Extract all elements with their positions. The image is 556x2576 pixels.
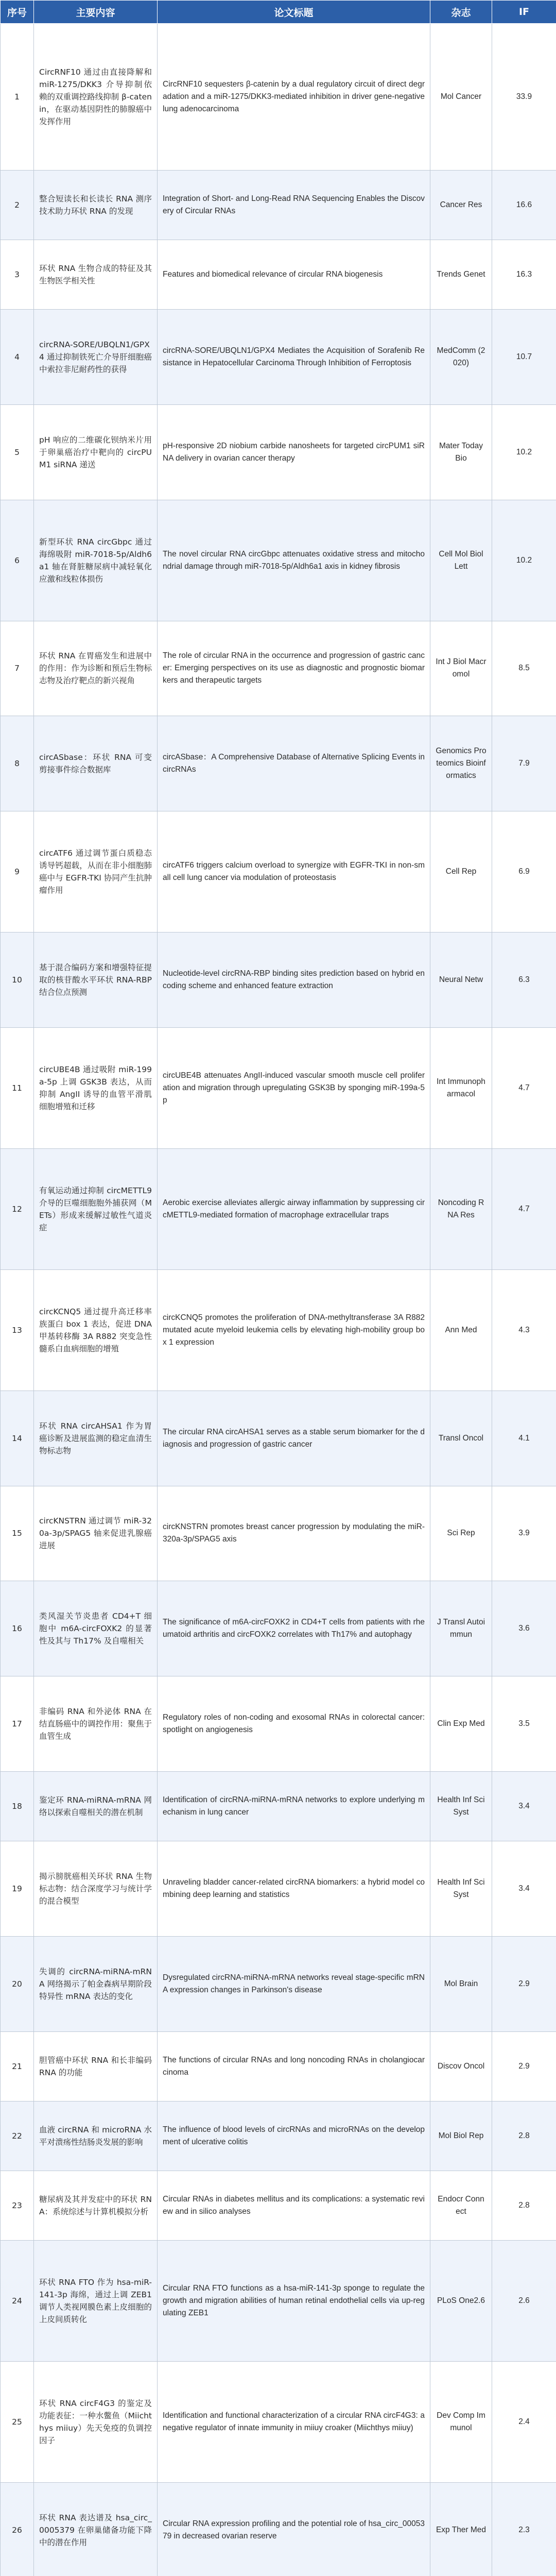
cell-journal: Mol Brain <box>430 1937 492 2032</box>
cell-if: 3.4 <box>492 1772 556 1841</box>
cell-journal: Int J Biol Macromol <box>430 621 492 716</box>
cell-no: 23 <box>1 2171 34 2241</box>
cell-journal: Health Inf Sci Syst <box>430 1841 492 1937</box>
cell-journal: Trends Genet <box>430 240 492 309</box>
cell-main-content: 血液 circRNA 和 microRNA 水平对溃疡性结肠炎发展的影响 <box>34 2102 158 2171</box>
cell-paper-title: circKCNQ5 promotes the proliferation of DNA-methyltransferase 3A R882 mutated acute myeloid leukemia cells by elevating high-mobility group box 1 expression <box>158 1269 430 1391</box>
table-row <box>1 1937 556 2032</box>
cell-paper-title: Circular RNAs in diabetes mellitus and its complications: a systematic review and in silico analyses <box>158 2171 430 2241</box>
table-row <box>1 1581 556 1676</box>
header-if: IF <box>492 1 556 24</box>
cell-no: 1 <box>1 24 34 171</box>
header-journal: 杂志 <box>430 1 492 24</box>
cell-journal: Sci Rep <box>430 1486 492 1581</box>
cell-journal: Cancer Res <box>430 170 492 240</box>
table-row <box>1 24 556 171</box>
table-row <box>1 240 556 309</box>
cell-main-content: 揭示膀胱癌相关环状 RNA 生物标志物：结合深度学习与统计学的混合模型 <box>34 1841 158 1937</box>
cell-paper-title: Circular RNA expression profiling and the potential role of hsa_circ_0005379 in decreased ovarian reserve <box>158 2483 430 2576</box>
table-row <box>1 716 556 811</box>
cell-if: 10.7 <box>492 309 556 404</box>
cell-if: 6.3 <box>492 933 556 1028</box>
cell-paper-title: Identification and functional characterization of a circular RNA circF4G3: a negative regulator of innate immunity in miiuy croaker (Miichthys miiuy) <box>158 2362 430 2483</box>
table-row <box>1 404 556 500</box>
cell-main-content: 失调的 circRNA-miRNA-mRNA 网络揭示了帕金森病早期阶段特异性 mRNA 表达的变化 <box>34 1937 158 2032</box>
cell-no: 15 <box>1 1486 34 1581</box>
table-row <box>1 2483 556 2576</box>
cell-if: 16.3 <box>492 240 556 309</box>
cell-paper-title: The circular RNA circAHSA1 serves as a stable serum biomarker for the diagnosis and progression of gastric cancer <box>158 1391 430 1486</box>
cell-if: 3.4 <box>492 1841 556 1937</box>
table-row <box>1 621 556 716</box>
cell-if: 33.9 <box>492 24 556 171</box>
cell-if: 2.9 <box>492 2032 556 2102</box>
cell-main-content: 类风湿关节炎患者 CD4+T 细胞中 m6A-circFOXK2 的显著性及其与 Th17% 及自噬相关 <box>34 1581 158 1676</box>
cell-no: 10 <box>1 933 34 1028</box>
table-row <box>1 933 556 1028</box>
cell-journal: Mol Cancer <box>430 24 492 171</box>
table-row <box>1 1486 556 1581</box>
cell-main-content: 鉴定环 RNA-miRNA-mRNA 网络以探索自噬相关的潜在机制 <box>34 1772 158 1841</box>
cell-no: 5 <box>1 404 34 500</box>
cell-main-content: 非编码 RNA 和外泌体 RNA 在结直肠癌中的调控作用：聚焦于血管生成 <box>34 1676 158 1772</box>
cell-no: 11 <box>1 1028 34 1149</box>
cell-paper-title: circUBE4B attenuates AngII-induced vascular smooth muscle cell proliferation and migration through upregulating GSK3B by sponging miR-199a-5p <box>158 1028 430 1149</box>
cell-paper-title: Unraveling bladder cancer-related circRNA biomarkers: a hybrid model combining deep learning and statistics <box>158 1841 430 1937</box>
table-row <box>1 1772 556 1841</box>
table-row <box>1 811 556 933</box>
cell-if: 10.2 <box>492 500 556 621</box>
header-paper-title: 论文标题 <box>158 1 430 24</box>
cell-if: 4.7 <box>492 1028 556 1149</box>
cell-no: 8 <box>1 716 34 811</box>
cell-journal: Exp Ther Med <box>430 2483 492 2576</box>
table-row <box>1 2102 556 2171</box>
cell-no: 6 <box>1 500 34 621</box>
cell-no: 24 <box>1 2241 34 2362</box>
cell-paper-title: The influence of blood levels of circRNAs and microRNAs on the development of ulcerative colitis <box>158 2102 430 2171</box>
cell-main-content: circRNA-SORE/UBQLN1/GPX4 通过抑制铁死亡介导肝细胞癌中索拉非尼耐药性的获得 <box>34 309 158 404</box>
cell-paper-title: Features and biomedical relevance of circular RNA biogenesis <box>158 240 430 309</box>
cell-journal: Mol Biol Rep <box>430 2102 492 2171</box>
cell-main-content: 整合短读长和长读长 RNA 测序技术助力环状 RNA 的发现 <box>34 170 158 240</box>
cell-no: 26 <box>1 2483 34 2576</box>
cell-main-content: circASbase：环状 RNA 可变剪接事件综合数据库 <box>34 716 158 811</box>
table-row <box>1 1391 556 1486</box>
cell-journal: Discov Oncol <box>430 2032 492 2102</box>
cell-journal: Ann Med <box>430 1269 492 1391</box>
cell-no: 17 <box>1 1676 34 1772</box>
table-row <box>1 2241 556 2362</box>
cell-if: 4.3 <box>492 1269 556 1391</box>
cell-main-content: 胆管癌中环状 RNA 和长非编码 RNA 的功能 <box>34 2032 158 2102</box>
cell-no: 3 <box>1 240 34 309</box>
table-row <box>1 1676 556 1772</box>
cell-journal: Neural Netw <box>430 933 492 1028</box>
cell-main-content: pH 响应的二维碳化钡纳米片用于卵巢癌治疗中靶向的 circPUM1 siRNA 递送 <box>34 404 158 500</box>
cell-if: 10.2 <box>492 404 556 500</box>
cell-no: 4 <box>1 309 34 404</box>
cell-paper-title: CircRNF10 sequesters β-catenin by a dual regulatory circuit of direct degradation and a miR-1275/DKK3-mediated inhibition in driver gene-negative lung adenocarcinoma <box>158 24 430 171</box>
cell-no: 12 <box>1 1148 34 1269</box>
cell-main-content: 糖尿病及其并发症中的环状 RNA：系统综述与计算机模拟分析 <box>34 2171 158 2241</box>
cell-paper-title: circKNSTRN promotes breast cancer progression by modulating the miR-320a-3p/SPAG5 axis <box>158 1486 430 1581</box>
cell-if: 4.7 <box>492 1148 556 1269</box>
cell-if: 6.9 <box>492 811 556 933</box>
cell-paper-title: circATF6 triggers calcium overload to synergize with EGFR-TKI in non-small cell lung cancer via modulation of proteostasis <box>158 811 430 933</box>
cell-if: 2.6 <box>492 2241 556 2362</box>
cell-journal: Health Inf Sci Syst <box>430 1772 492 1841</box>
cell-if: 7.9 <box>492 716 556 811</box>
cell-main-content: 环状 RNA 表达谱及 hsa_circ_0005379 在卵巢储备功能下降中的潜在作用 <box>34 2483 158 2576</box>
cell-no: 22 <box>1 2102 34 2171</box>
cell-main-content: circKNSTRN 通过调节 miR-320a-3p/SPAG5 轴来促进乳腺癌进展 <box>34 1486 158 1581</box>
cell-no: 14 <box>1 1391 34 1486</box>
table-row <box>1 1148 556 1269</box>
table-row <box>1 170 556 240</box>
cell-main-content: 环状 RNA circF4G3 的鉴定及功能表征：一种水鳖鱼（Miichthys miiuy）先天免疫的负调控因子 <box>34 2362 158 2483</box>
cell-paper-title: The role of circular RNA in the occurrence and progression of gastric cancer: Emerging perspectives on its use as diagnostic and prognostic biomarkers and therapeutic targets <box>158 621 430 716</box>
cell-journal: Clin Exp Med <box>430 1676 492 1772</box>
table-row <box>1 2171 556 2241</box>
cell-main-content: 环状 RNA circAHSA1 作为胃癌诊断及进展监测的稳定血清生物标志物 <box>34 1391 158 1486</box>
cell-paper-title: Regulatory roles of non-coding and exosomal RNAs in colorectal cancer: spotlight on angiogenesis <box>158 1676 430 1772</box>
cell-journal: Genomics Proteomics Bioinformatics <box>430 716 492 811</box>
table-row <box>1 500 556 621</box>
cell-main-content: 环状 RNA 在胃癌发生和进展中的作用：作为诊断和预后生物标志物及治疗靶点的新兴视角 <box>34 621 158 716</box>
header-main-content: 主要内容 <box>34 1 158 24</box>
cell-journal: Dev Comp Immunol <box>430 2362 492 2483</box>
header-no: 序号 <box>1 1 34 24</box>
cell-no: 13 <box>1 1269 34 1391</box>
table-header-row <box>1 1 556 24</box>
cell-no: 20 <box>1 1937 34 2032</box>
cell-paper-title: The functions of circular RNAs and long noncoding RNAs in cholangiocarcinoma <box>158 2032 430 2102</box>
cell-paper-title: The novel circular RNA circGbpc attenuates oxidative stress and mitochondrial damage through miR-7018-5p/Aldh6a1 axis in kidney fibrosis <box>158 500 430 621</box>
cell-no: 2 <box>1 170 34 240</box>
cell-paper-title: Nucleotide-level circRNA-RBP binding sites prediction based on hybrid encoding scheme and enhanced feature extraction <box>158 933 430 1028</box>
table-row <box>1 309 556 404</box>
cell-if: 3.5 <box>492 1676 556 1772</box>
cell-paper-title: pH-responsive 2D niobium carbide nanosheets for targeted circPUM1 siRNA delivery in ovarian cancer therapy <box>158 404 430 500</box>
cell-journal: MedComm (2020) <box>430 309 492 404</box>
cell-journal: Int Immunopharmacol <box>430 1028 492 1149</box>
cell-no: 21 <box>1 2032 34 2102</box>
cell-if: 2.8 <box>492 2171 556 2241</box>
cell-paper-title: circASbase：A Comprehensive Database of Alternative Splicing Events in circRNAs <box>158 716 430 811</box>
cell-main-content: 环状 RNA 生物合成的特征及其生物医学相关性 <box>34 240 158 309</box>
cell-journal: Transl Oncol <box>430 1391 492 1486</box>
cell-journal: Mater Today Bio <box>430 404 492 500</box>
cell-if: 2.3 <box>492 2483 556 2576</box>
cell-paper-title: Integration of Short- and Long-Read RNA Sequencing Enables the Discovery of Circular RNAs <box>158 170 430 240</box>
cell-paper-title: Dysregulated circRNA-miRNA-mRNA networks reveal stage-specific mRNA expression changes in Parkinson's disease <box>158 1937 430 2032</box>
cell-main-content: 基于混合编码方案和增强特征提取的核苷酸水平环状 RNA-RBP 结合位点预测 <box>34 933 158 1028</box>
cell-main-content: circATF6 通过调节蛋白质稳态诱导钙超载，从而在非小细胞肺癌中与 EGFR-TKI 协同产生抗肿瘤作用 <box>34 811 158 933</box>
cell-if: 4.1 <box>492 1391 556 1486</box>
cell-if: 2.9 <box>492 1937 556 2032</box>
cell-journal: Cell Rep <box>430 811 492 933</box>
cell-no: 18 <box>1 1772 34 1841</box>
table-row <box>1 2032 556 2102</box>
table-row <box>1 1028 556 1149</box>
cell-paper-title: The significance of m6A-circFOXK2 in CD4+T cells from patients with rheumatoid arthritis and circFOXK2 correlates with Th17% and autophagy <box>158 1581 430 1676</box>
cell-if: 3.9 <box>492 1486 556 1581</box>
cell-main-content: 有氧运动通过抑制 circMETTL9 介导的巨噬细胞胞外捕获网（METs）形成来缓解过敏性气道炎症 <box>34 1148 158 1269</box>
cell-paper-title: circRNA-SORE/UBQLN1/GPX4 Mediates the Acquisition of Sorafenib Resistance in Hepatocellular Carcinoma Through Inhibition of Ferroptosis <box>158 309 430 404</box>
cell-journal: Noncoding RNA Res <box>430 1148 492 1269</box>
cell-no: 16 <box>1 1581 34 1676</box>
cell-no: 19 <box>1 1841 34 1937</box>
cell-no: 7 <box>1 621 34 716</box>
cell-main-content: CircRNF10 通过由直接降解和 miR-1275/DKK3 介导抑制依赖的双重调控路线抑制 β-catenin，在驱动基因阴性的肺腺癌中发挥作用 <box>34 24 158 171</box>
cell-main-content: circUBE4B 通过吸附 miR-199a-5p 上调 GSK3B 表达，从而抑制 AngII 诱导的血管平滑肌细胞增殖和迁移 <box>34 1028 158 1149</box>
cell-paper-title: Aerobic exercise alleviates allergic airway inflammation by suppressing circMETTL9-mediated formation of macrophage extracellular traps <box>158 1148 430 1269</box>
cell-if: 2.8 <box>492 2102 556 2171</box>
cell-journal: Cell Mol Biol Lett <box>430 500 492 621</box>
table-row <box>1 1841 556 1937</box>
table-row <box>1 1269 556 1391</box>
cell-journal: Endocr Connect <box>430 2171 492 2241</box>
cell-no: 25 <box>1 2362 34 2483</box>
cell-journal: J Transl Autoimmun <box>430 1581 492 1676</box>
table-row <box>1 2362 556 2483</box>
cell-if: 3.6 <box>492 1581 556 1676</box>
cell-no: 9 <box>1 811 34 933</box>
cell-if: 8.5 <box>492 621 556 716</box>
cell-main-content: 新型环状 RNA circGbpc 通过海绵吸附 miR-7018-5p/Aldh6a1 轴在肾脏糖尿病中减轻氧化应激和线粒体损伤 <box>34 500 158 621</box>
cell-if: 2.4 <box>492 2362 556 2483</box>
cell-main-content: 环状 RNA FTO 作为 hsa-miR-141-3p 海绵，通过上调 ZEB1 调节人类视网膜色素上皮细胞的上皮间质转化 <box>34 2241 158 2362</box>
cell-main-content: circKCNQ5 通过提升高迁移率族蛋白 box 1 表达，促进 DNA 甲基转移酶 3A R882 突变急性髓系白血病细胞的增殖 <box>34 1269 158 1391</box>
cell-if: 16.6 <box>492 170 556 240</box>
cell-paper-title: Identification of circRNA-miRNA-mRNA networks to explore underlying mechanism in lung cancer <box>158 1772 430 1841</box>
cell-paper-title: Circular RNA FTO functions as a hsa-miR-141-3p sponge to regulate the growth and migration abilities of human retinal endothelial cells via up-regulating ZEB1 <box>158 2241 430 2362</box>
cell-journal: PLoS One2.6 <box>430 2241 492 2362</box>
